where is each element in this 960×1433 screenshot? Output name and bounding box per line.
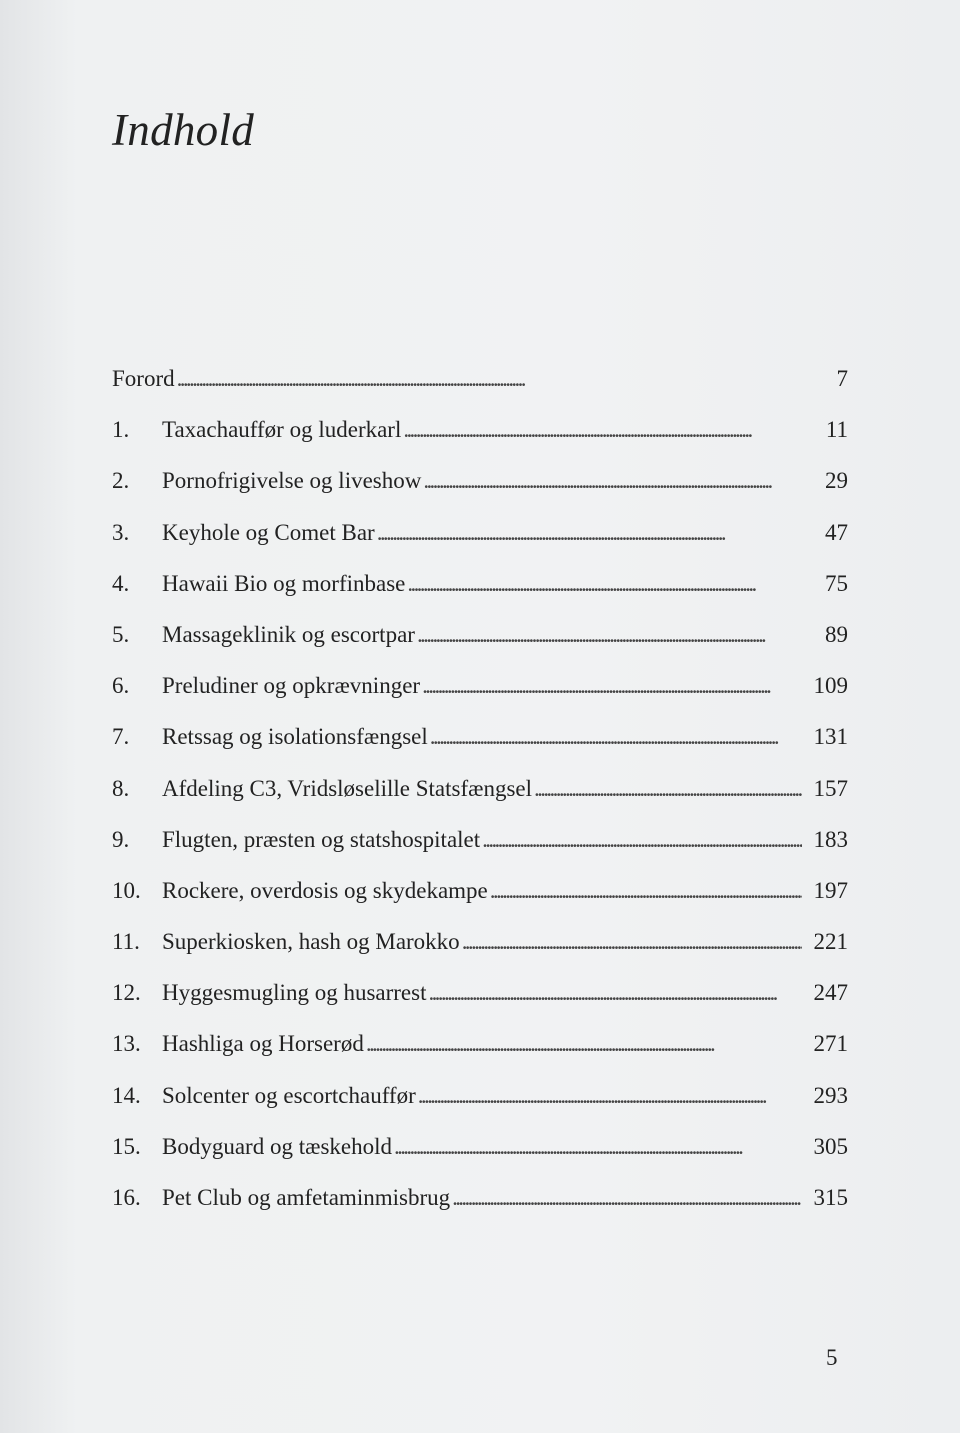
toc-entry (112, 571, 848, 622)
toc-entry-page: 11 (825, 417, 848, 443)
toc-entry-number: 8. (112, 775, 130, 801)
table-of-contents (112, 366, 848, 1236)
toc-entry-page: 75 (825, 570, 848, 596)
toc-entry-number: 2. (112, 468, 130, 494)
toc-entry-number: 1. (112, 417, 130, 443)
toc-entry (112, 1134, 848, 1185)
toc-entry-page: 47 (825, 519, 848, 545)
toc-entry-title: Rockere, overdosis og skydekampe (162, 877, 488, 903)
toc-entry-number: 4. (112, 570, 130, 596)
toc-entry (112, 1031, 848, 1082)
toc-entry-title: Bodyguard og tæskehold (162, 1133, 392, 1159)
toc-entry-page: 183 (813, 826, 848, 852)
toc-dot-leader (407, 571, 808, 597)
toc-entry (112, 724, 848, 775)
page-title: Indhold (112, 105, 255, 155)
toc-entry (112, 1083, 848, 1134)
toc-entry-page: 247 (813, 980, 848, 1006)
toc-entry (112, 878, 848, 929)
toc-entry (112, 520, 848, 571)
toc-entry-number: 3. (112, 519, 130, 545)
toc-entry-title: Massageklinik og escortpar (162, 621, 415, 647)
toc-entry-title: Solcenter og escortchauffør (162, 1082, 416, 1108)
toc-entry (112, 776, 848, 827)
toc-dot-leader (534, 776, 801, 802)
toc-dot-leader (462, 929, 802, 955)
toc-entry-title: Forord (112, 366, 175, 391)
toc-entry (112, 366, 848, 417)
toc-entry-number: 7. (112, 724, 130, 750)
toc-entry (112, 1185, 848, 1236)
toc-dot-leader (482, 827, 801, 853)
toc-entry-title: Hashliga og Horserød (162, 1031, 364, 1057)
toc-entry-page: 29 (825, 468, 848, 494)
toc-entry (112, 980, 848, 1031)
toc-dot-leader (403, 417, 808, 443)
toc-entry-page: 89 (825, 621, 848, 647)
toc-dot-leader (418, 1083, 802, 1109)
toc-entry (112, 417, 848, 468)
toc-entry-title: Keyhole og Comet Bar (162, 519, 375, 545)
toc-entry-page: 197 (813, 877, 848, 903)
page-number: 5 (826, 1345, 838, 1370)
toc-entry-page: 131 (813, 724, 848, 750)
toc-entry-title: Hyggesmugling og husarrest (162, 980, 427, 1006)
toc-entry-title: Taxachauffør og luderkarl (162, 417, 402, 443)
toc-dot-leader (430, 724, 802, 750)
toc-entry-title: Retssag og isolationsfængsel (162, 724, 428, 750)
toc-entry-number: 5. (112, 621, 130, 647)
toc-entry-number: 16. (112, 1185, 141, 1210)
toc-entry-page: 7 (836, 366, 848, 391)
toc-entry-number: 13. (112, 1031, 141, 1057)
toc-entry-title: Pet Club og amfetaminmisbrug (162, 1185, 451, 1210)
toc-entry-page: 109 (813, 673, 848, 699)
toc-entry (112, 622, 848, 673)
toc-dot-leader (423, 468, 808, 494)
toc-entry-page: 305 (813, 1133, 848, 1159)
toc-entry-page: 315 (813, 1185, 848, 1210)
toc-dot-leader (394, 1134, 802, 1160)
toc-entry-number: 14. (112, 1082, 141, 1108)
toc-entry-number: 9. (112, 826, 130, 852)
toc-entry-title: Afdeling C3, Vridsløselille Statsfængsel (162, 775, 533, 801)
toc-entry (112, 827, 848, 878)
toc-entry-page: 221 (813, 929, 848, 955)
toc-dot-leader (177, 366, 808, 392)
toc-dot-leader (490, 878, 802, 904)
toc-entry-title: Hawaii Bio og morfinbase (162, 570, 406, 596)
toc-entry-page: 157 (813, 775, 848, 801)
toc-dot-leader (428, 980, 801, 1006)
toc-entry (112, 929, 848, 980)
toc-dot-leader (417, 622, 808, 648)
toc-entry-page: 271 (813, 1031, 848, 1057)
toc-entry-number: 10. (112, 877, 141, 903)
toc-entry-number: 15. (112, 1133, 141, 1159)
toc-entry-number: 11. (112, 929, 140, 955)
toc-dot-leader (422, 673, 801, 699)
toc-entry-number: 6. (112, 673, 130, 699)
toc-entry (112, 468, 848, 519)
toc-entry-title: Pornofrigivelse og liveshow (162, 468, 422, 494)
toc-dot-leader (366, 1031, 802, 1057)
toc-entry-title: Flugten, præsten og statshospitalet (162, 826, 481, 852)
toc-entry-title: Preludiner og opkrævninger (162, 673, 421, 699)
toc-dot-leader (377, 520, 808, 546)
toc-entry-title: Superkiosken, hash og Marokko (162, 929, 460, 955)
toc-entry-page: 293 (813, 1082, 848, 1108)
toc-entry (112, 673, 848, 724)
toc-entry-number: 12. (112, 980, 141, 1006)
toc-dot-leader (452, 1185, 801, 1211)
